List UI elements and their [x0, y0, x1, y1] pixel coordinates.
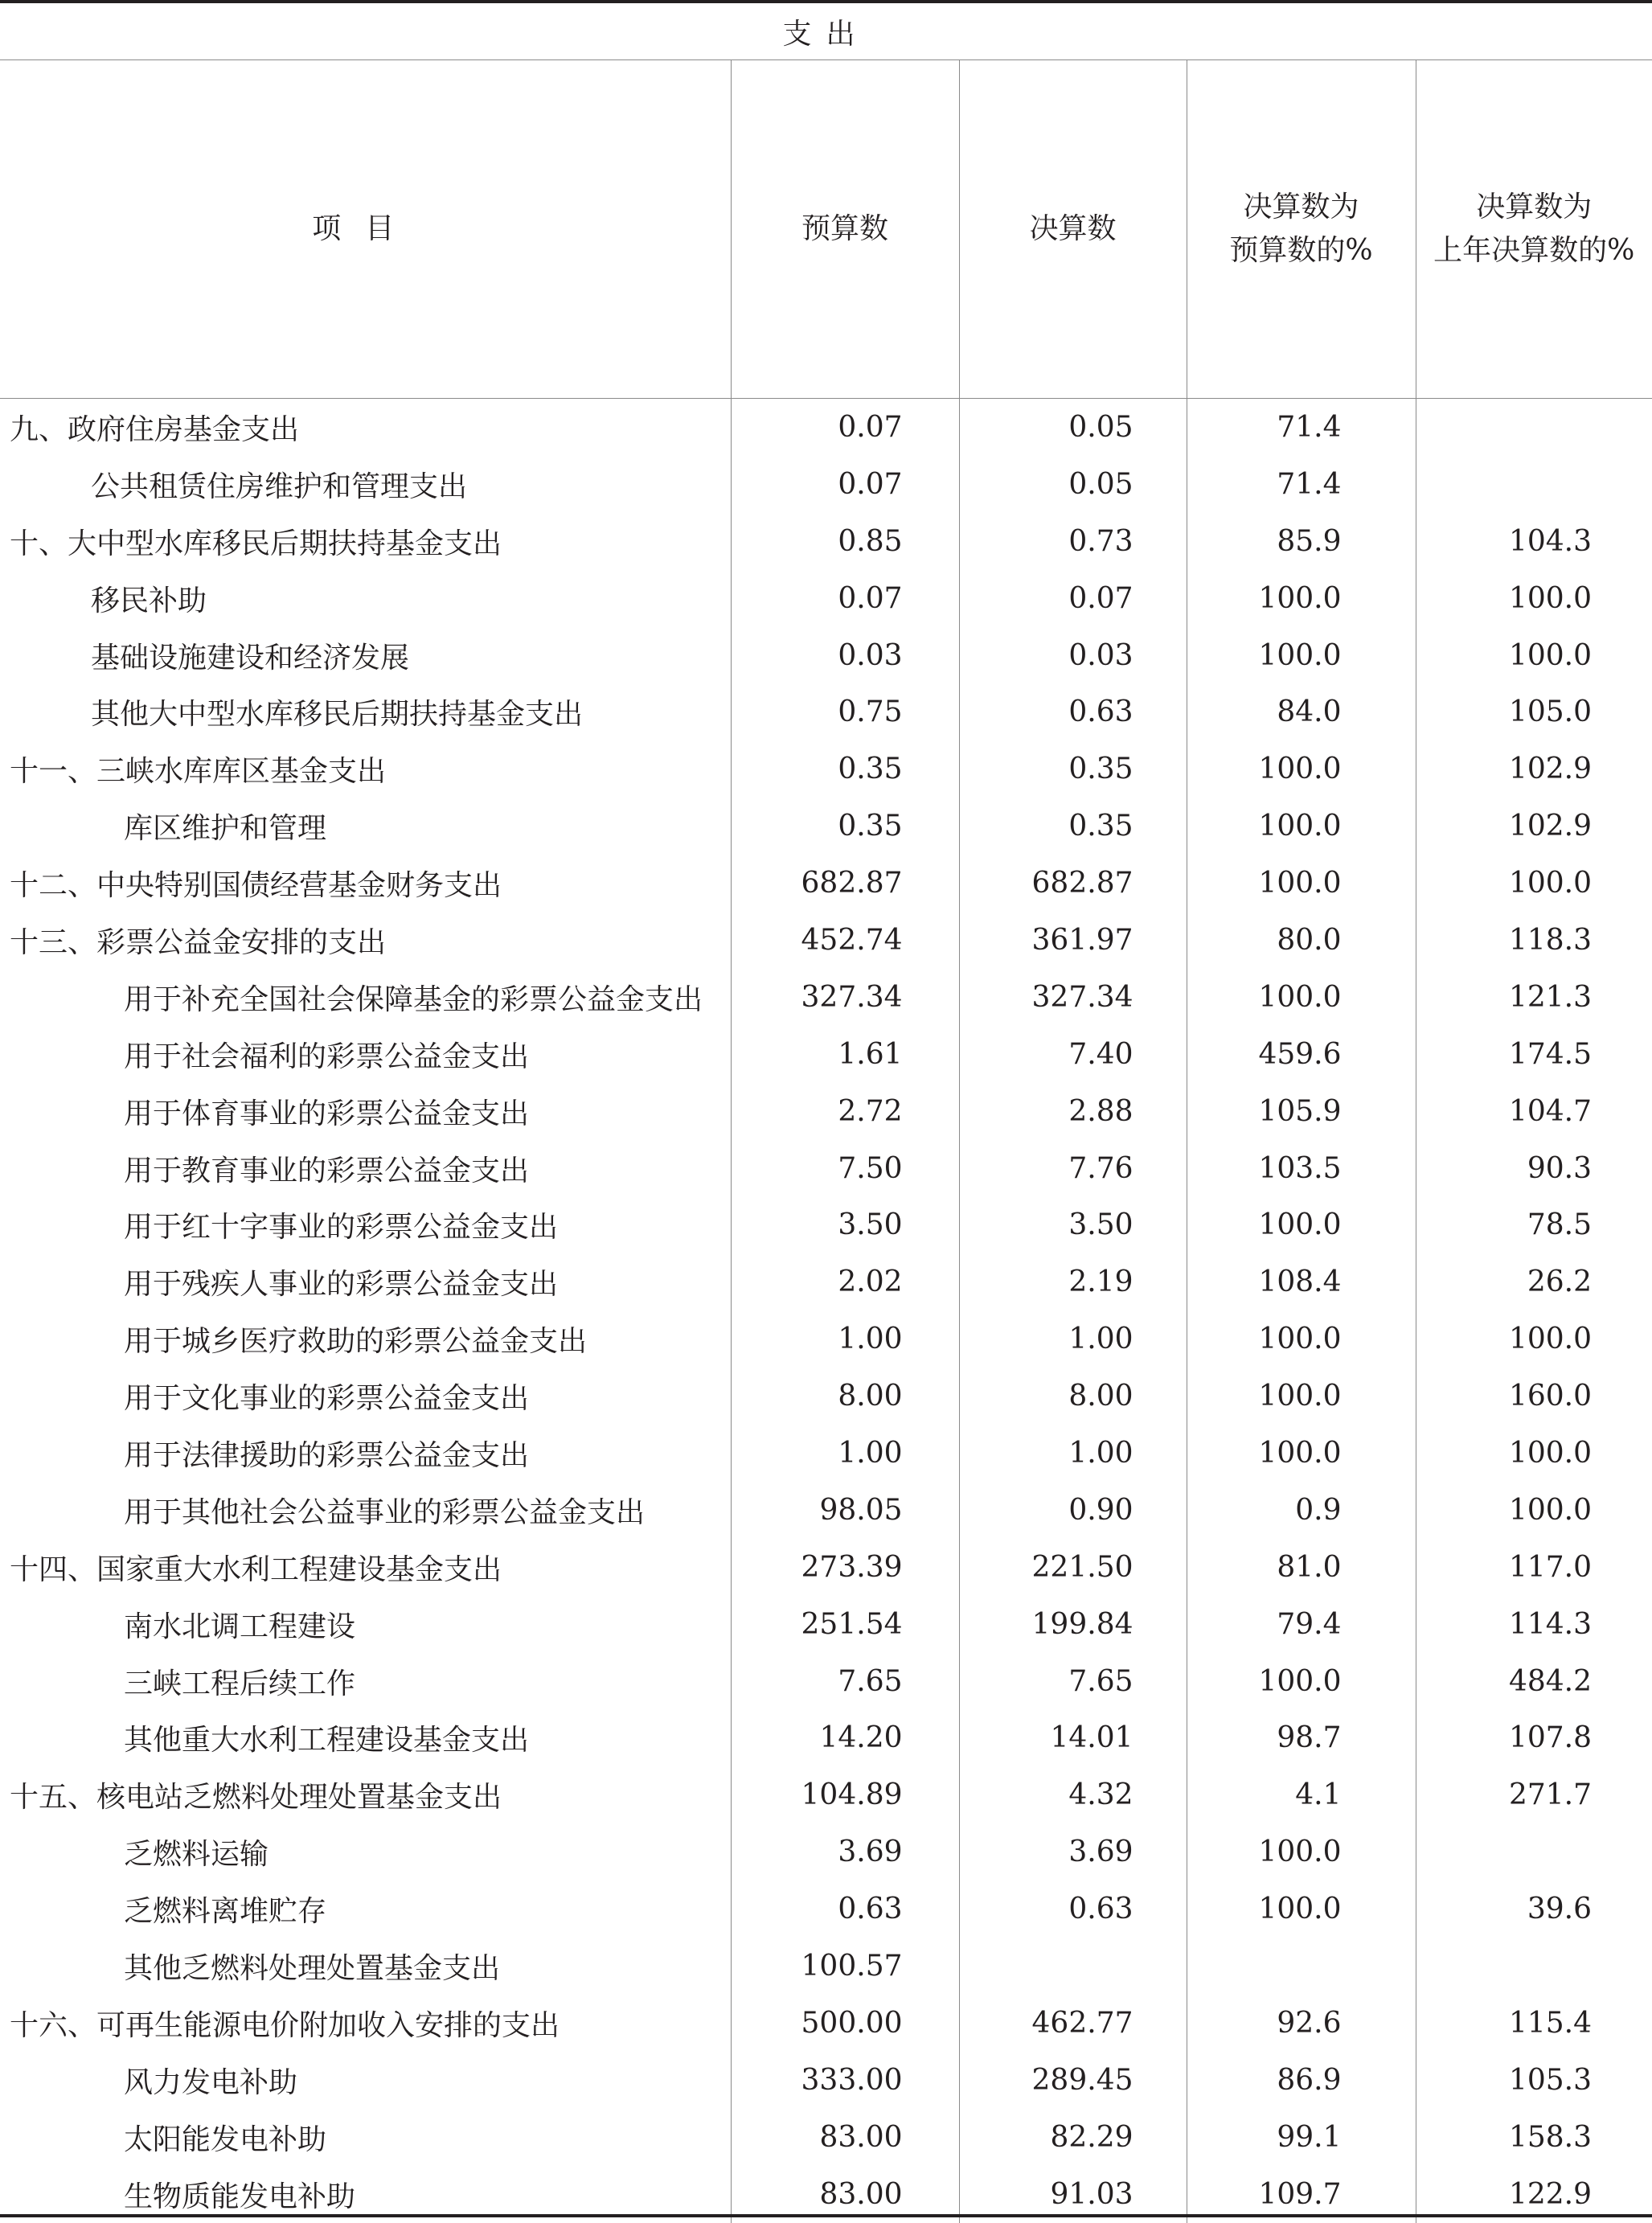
cell-pct-budget: 105.9 [1187, 1083, 1416, 1140]
header-text-line: 预算数的% [1229, 234, 1373, 267]
cell-actual: 3.69 [959, 1823, 1187, 1881]
cell-budget: 83.00 [731, 2166, 959, 2223]
cell-budget: 327.34 [731, 969, 959, 1026]
cell-actual: 0.05 [959, 399, 1187, 456]
cell-actual: 199.84 [959, 1596, 1187, 1653]
cell-pct-prev: 105.0 [1416, 683, 1652, 740]
row-item-name: 乏燃料离堆贮存 [124, 1895, 327, 1929]
table-row [0, 1425, 1652, 1482]
cell-pct-budget: 92.6 [1187, 1995, 1416, 2052]
row-item-name: 十一、三峡水库库区基金支出 [10, 755, 387, 789]
cell-pct-budget: 71.4 [1187, 456, 1416, 513]
cell-budget: 452.74 [731, 912, 959, 969]
cell-budget: 14.20 [731, 1709, 959, 1766]
cell-actual: 7.65 [959, 1653, 1187, 1710]
cell-pct-prev: 39.6 [1416, 1881, 1652, 1938]
row-item-name: 库区维护和管理 [124, 812, 327, 846]
row-item-name: 用于文化事业的彩票公益金支出 [124, 1382, 530, 1416]
cell-pct-prev: 100.0 [1416, 855, 1652, 912]
cell-actual: 82.29 [959, 2109, 1187, 2166]
cell-pct-budget: 79.4 [1187, 1596, 1416, 1653]
cell-budget: 1.61 [731, 1026, 959, 1083]
header-text-line: 决算数为 [1243, 191, 1359, 224]
row-item-name: 十三、彩票公益金安排的支出 [10, 925, 387, 959]
cell-actual: 91.03 [959, 2166, 1187, 2223]
cell-pct-budget: 103.5 [1187, 1140, 1416, 1197]
table-row [0, 1196, 1652, 1253]
table-row [0, 456, 1652, 513]
cell-actual: 0.35 [959, 740, 1187, 798]
table-row [0, 1881, 1652, 1938]
cell-pct-prev: 107.8 [1416, 1709, 1652, 1766]
cell-pct-prev: 78.5 [1416, 1196, 1652, 1253]
cell-pct-budget: 100.0 [1187, 1881, 1416, 1938]
cell-pct-prev: 121.3 [1416, 969, 1652, 1026]
table-row [0, 627, 1652, 684]
header-row [0, 60, 1652, 399]
cell-pct-budget: 80.0 [1187, 912, 1416, 969]
cell-budget: 0.35 [731, 740, 959, 798]
cell-budget: 0.07 [731, 399, 959, 456]
cell-pct-budget: 459.6 [1187, 1026, 1416, 1083]
row-item-name: 九、政府住房基金支出 [10, 412, 300, 446]
cell-budget: 0.75 [731, 683, 959, 740]
cell-pct-prev: 100.0 [1416, 1482, 1652, 1539]
table-row [0, 1995, 1652, 2052]
table-row [0, 513, 1652, 570]
cell-pct-budget: 100.0 [1187, 855, 1416, 912]
row-item-name: 南水北调工程建设 [124, 1610, 356, 1643]
row-item-name: 用于社会福利的彩票公益金支出 [124, 1040, 530, 1073]
cell-pct-prev: 271.7 [1416, 1766, 1652, 1823]
cell-actual: 1.00 [959, 1310, 1187, 1368]
cell-pct-prev: 122.9 [1416, 2166, 1652, 2223]
header-pct-budget [1187, 60, 1416, 399]
cell-actual: 462.77 [959, 1995, 1187, 2052]
table-row [0, 969, 1652, 1026]
table-row [0, 1026, 1652, 1083]
cell-budget: 2.72 [731, 1083, 959, 1140]
header-item [0, 60, 731, 399]
row-item-name: 公共租赁住房维护和管理支出 [91, 470, 468, 503]
header-pct-prev [1416, 60, 1652, 399]
cell-pct-budget: 100.0 [1187, 740, 1416, 798]
cell-pct-budget: 100.0 [1187, 1425, 1416, 1482]
cell-budget: 100.57 [731, 1938, 959, 1995]
cell-pct-prev: 105.3 [1416, 2052, 1652, 2109]
table-row [0, 1368, 1652, 1425]
row-item-name: 太阳能发电补助 [124, 2123, 327, 2156]
cell-pct-prev: 104.3 [1416, 513, 1652, 570]
cell-pct-budget [1187, 1938, 1416, 1995]
cell-pct-prev [1416, 1938, 1652, 1995]
cell-pct-prev: 104.7 [1416, 1083, 1652, 1140]
row-item-name: 十、大中型水库移民后期扶持基金支出 [10, 527, 502, 560]
row-item-name: 其他重大水利工程建设基金支出 [124, 1724, 530, 1757]
row-item-name: 基础设施建设和经济发展 [91, 641, 410, 675]
cell-pct-budget: 99.1 [1187, 2109, 1416, 2166]
cell-budget: 273.39 [731, 1539, 959, 1596]
cell-actual [959, 1938, 1187, 1995]
cell-budget: 8.00 [731, 1368, 959, 1425]
table-title: 支出 [0, 3, 1652, 60]
table-row [0, 683, 1652, 740]
cell-pct-prev: 484.2 [1416, 1653, 1652, 1710]
cell-actual: 2.19 [959, 1253, 1187, 1310]
row-item-name: 用于教育事业的彩票公益金支出 [124, 1154, 530, 1187]
cell-pct-prev: 102.9 [1416, 740, 1652, 798]
row-item-name: 移民补助 [91, 584, 207, 617]
row-item-name: 用于红十字事业的彩票公益金支出 [124, 1211, 559, 1245]
cell-actual: 0.73 [959, 513, 1187, 570]
cell-pct-budget: 100.0 [1187, 627, 1416, 684]
header-text-line: 预算数 [801, 212, 888, 245]
table-row [0, 1310, 1652, 1368]
cell-pct-budget: 100.0 [1187, 969, 1416, 1026]
cell-pct-prev: 90.3 [1416, 1140, 1652, 1197]
cell-budget: 2.02 [731, 1253, 959, 1310]
cell-pct-prev: 115.4 [1416, 1995, 1652, 2052]
cell-budget: 251.54 [731, 1596, 959, 1653]
header-actual [959, 60, 1187, 399]
row-item-name: 其他大中型水库移民后期扶持基金支出 [91, 698, 584, 732]
cell-actual: 0.03 [959, 627, 1187, 684]
cell-actual: 0.63 [959, 683, 1187, 740]
cell-budget: 0.63 [731, 1881, 959, 1938]
cell-budget: 0.07 [731, 570, 959, 627]
cell-pct-prev [1416, 456, 1652, 513]
header-text-line: 决算数为 [1476, 191, 1593, 224]
header-budget [731, 60, 959, 399]
table-row [0, 1253, 1652, 1310]
cell-pct-budget: 85.9 [1187, 513, 1416, 570]
cell-pct-prev: 160.0 [1416, 1368, 1652, 1425]
cell-budget: 500.00 [731, 1995, 959, 2052]
cell-actual: 289.45 [959, 2052, 1187, 2109]
cell-pct-budget: 71.4 [1187, 399, 1416, 456]
row-item-name: 用于法律援助的彩票公益金支出 [124, 1438, 530, 1472]
cell-budget: 98.05 [731, 1482, 959, 1539]
cell-pct-budget: 100.0 [1187, 1368, 1416, 1425]
cell-pct-budget: 100.0 [1187, 570, 1416, 627]
table-row [0, 1539, 1652, 1596]
cell-actual: 682.87 [959, 855, 1187, 912]
cell-budget: 682.87 [731, 855, 959, 912]
cell-budget: 83.00 [731, 2109, 959, 2166]
cell-actual: 7.40 [959, 1026, 1187, 1083]
cell-actual: 14.01 [959, 1709, 1187, 1766]
table-row [0, 798, 1652, 855]
row-item-name: 用于补充全国社会保障基金的彩票公益金支出 [124, 982, 703, 1016]
bottom-rule [0, 2214, 1652, 2217]
cell-pct-prev: 117.0 [1416, 1539, 1652, 1596]
cell-budget: 0.03 [731, 627, 959, 684]
cell-pct-budget: 4.1 [1187, 1766, 1416, 1823]
table-row [0, 1766, 1652, 1823]
row-item-name: 用于其他社会公益事业的彩票公益金支出 [124, 1495, 646, 1529]
row-item-name: 十六、可再生能源电价附加收入安排的支出 [10, 2008, 560, 2042]
cell-budget: 1.00 [731, 1425, 959, 1482]
cell-pct-prev [1416, 399, 1652, 456]
cell-pct-prev: 26.2 [1416, 1253, 1652, 1310]
cell-budget: 7.50 [731, 1140, 959, 1197]
cell-actual: 361.97 [959, 912, 1187, 969]
table-row [0, 1596, 1652, 1653]
cell-budget: 1.00 [731, 1310, 959, 1368]
cell-actual: 0.35 [959, 798, 1187, 855]
table-row [0, 399, 1652, 456]
cell-pct-budget: 84.0 [1187, 683, 1416, 740]
cell-pct-prev: 102.9 [1416, 798, 1652, 855]
cell-pct-budget: 108.4 [1187, 1253, 1416, 1310]
cell-budget: 7.65 [731, 1653, 959, 1710]
table-row [0, 1653, 1652, 1710]
cell-pct-budget: 109.7 [1187, 2166, 1416, 2223]
cell-budget: 104.89 [731, 1766, 959, 1823]
cell-budget: 0.85 [731, 513, 959, 570]
cell-actual: 1.00 [959, 1425, 1187, 1482]
header-text-line: 上年决算数的% [1433, 234, 1635, 267]
cell-budget: 333.00 [731, 2052, 959, 2109]
cell-pct-prev: 114.3 [1416, 1596, 1652, 1653]
row-item-name: 生物质能发电补助 [124, 2180, 356, 2213]
row-item-name: 十四、国家重大水利工程建设基金支出 [10, 1552, 502, 1586]
row-item-name: 乏燃料运输 [124, 1838, 269, 1872]
row-item-name: 用于体育事业的彩票公益金支出 [124, 1097, 530, 1130]
table-row [0, 1709, 1652, 1766]
table-title-row [0, 3, 1652, 60]
cell-pct-prev: 100.0 [1416, 1310, 1652, 1368]
cell-pct-prev: 118.3 [1416, 912, 1652, 969]
table-row [0, 855, 1652, 912]
cell-actual: 8.00 [959, 1368, 1187, 1425]
table-row [0, 1140, 1652, 1197]
table-row [0, 740, 1652, 798]
cell-budget: 0.07 [731, 456, 959, 513]
cell-pct-budget: 100.0 [1187, 1310, 1416, 1368]
table-row [0, 1938, 1652, 1995]
cell-pct-prev: 100.0 [1416, 570, 1652, 627]
header-text-line: 项目 [312, 212, 419, 245]
table-row [0, 912, 1652, 969]
cell-budget: 0.35 [731, 798, 959, 855]
row-item-name: 用于残疾人事业的彩票公益金支出 [124, 1268, 559, 1302]
cell-pct-budget: 100.0 [1187, 798, 1416, 855]
cell-pct-prev: 158.3 [1416, 2109, 1652, 2166]
cell-actual: 2.88 [959, 1083, 1187, 1140]
row-item-name: 风力发电补助 [124, 2065, 298, 2099]
row-item-name: 十五、核电站乏燃料处理处置基金支出 [10, 1781, 502, 1815]
cell-actual: 221.50 [959, 1539, 1187, 1596]
cell-budget: 3.69 [731, 1823, 959, 1881]
cell-actual: 0.63 [959, 1881, 1187, 1938]
table-row [0, 1482, 1652, 1539]
table-row [0, 1823, 1652, 1881]
cell-pct-prev: 100.0 [1416, 1425, 1652, 1482]
cell-pct-budget: 100.0 [1187, 1823, 1416, 1881]
header-text-line: 决算数 [1029, 212, 1117, 245]
cell-actual: 0.05 [959, 456, 1187, 513]
cell-actual: 0.90 [959, 1482, 1187, 1539]
cell-actual: 7.76 [959, 1140, 1187, 1197]
cell-pct-prev: 100.0 [1416, 627, 1652, 684]
row-item-name: 十二、中央特别国债经营基金财务支出 [10, 869, 502, 903]
table-row [0, 570, 1652, 627]
cell-pct-budget: 81.0 [1187, 1539, 1416, 1596]
cell-pct-prev [1416, 1823, 1652, 1881]
cell-actual: 3.50 [959, 1196, 1187, 1253]
cell-pct-budget: 0.9 [1187, 1482, 1416, 1539]
table-row [0, 2109, 1652, 2166]
cell-pct-prev: 174.5 [1416, 1026, 1652, 1083]
cell-budget: 3.50 [731, 1196, 959, 1253]
cell-pct-budget: 98.7 [1187, 1709, 1416, 1766]
row-item-name: 用于城乡医疗救助的彩票公益金支出 [124, 1325, 588, 1359]
cell-actual: 4.32 [959, 1766, 1187, 1823]
cell-pct-budget: 86.9 [1187, 2052, 1416, 2109]
cell-actual: 0.07 [959, 570, 1187, 627]
cell-actual: 327.34 [959, 969, 1187, 1026]
table-row [0, 2052, 1652, 2109]
cell-pct-budget: 100.0 [1187, 1196, 1416, 1253]
row-item-name: 三峡工程后续工作 [124, 1667, 356, 1700]
cell-pct-budget: 100.0 [1187, 1653, 1416, 1710]
row-item-name: 其他乏燃料处理处置基金支出 [124, 1951, 501, 1985]
table-row [0, 1083, 1652, 1140]
